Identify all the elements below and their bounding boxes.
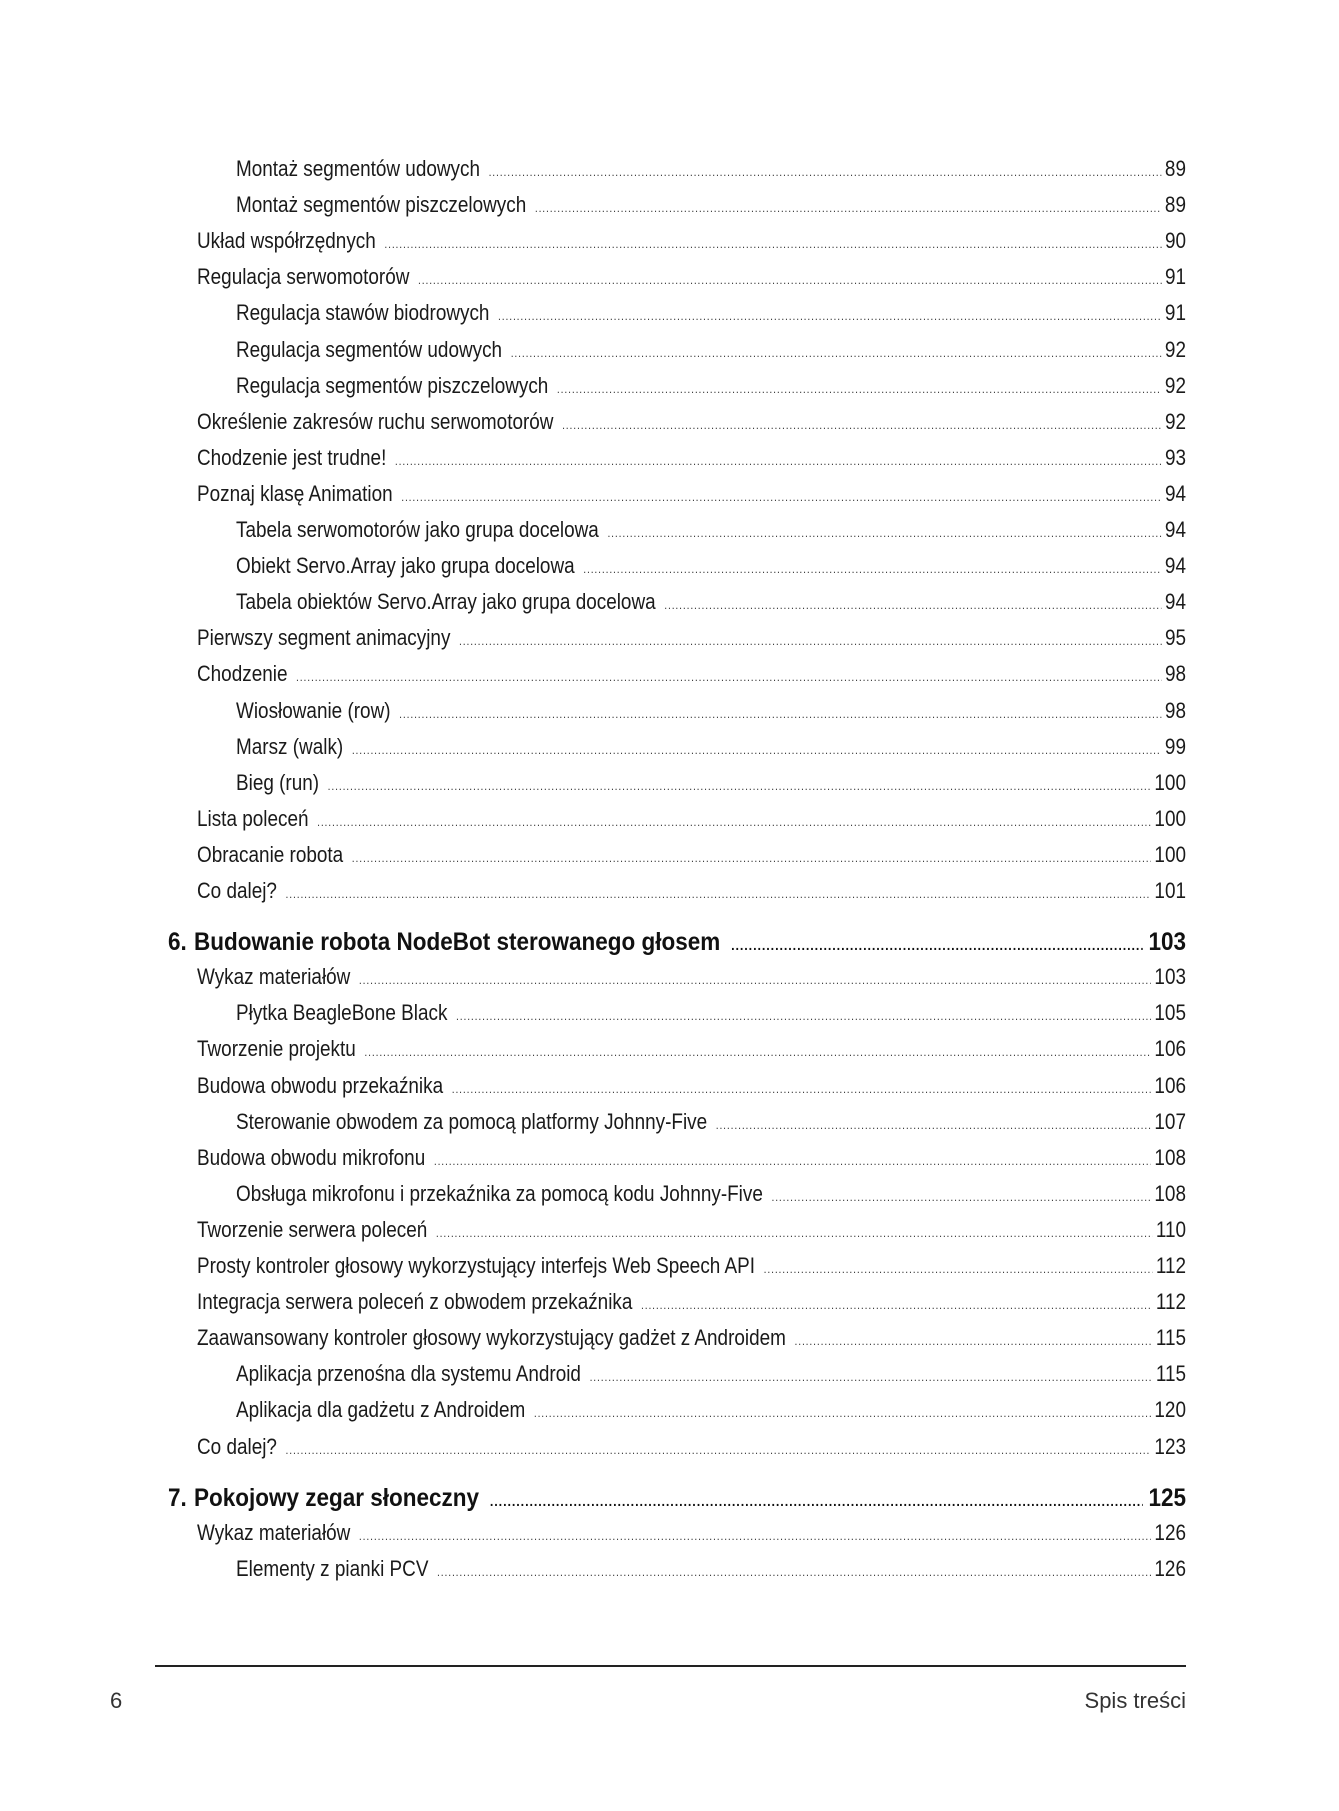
toc-page-number: 107 [1154,1108,1186,1134]
toc-entry-title: Wykaz materiałów [197,964,351,990]
toc-dot-leader [607,526,1161,540]
toc-dot-leader [286,1443,1151,1457]
toc-section-entry[interactable] [197,878,1186,904]
toc-subsection-entry[interactable] [236,373,1186,399]
toc-subsection-entry[interactable] [236,1000,1186,1026]
toc-page-number: 89 [1164,192,1186,218]
toc-page-number: 123 [1154,1433,1186,1459]
toc-entry-title: Obiekt Servo.Array jako grupa docelowa [236,553,575,579]
toc-dot-leader [794,1334,1152,1348]
toc-entry-title: Chodzenie [197,661,288,687]
toc-section-entry[interactable] [197,1325,1186,1351]
toc-entry-title: Poznaj klasę Animation [197,480,393,506]
toc-dot-leader [399,707,1161,721]
toc-subsection-entry[interactable] [236,1556,1186,1582]
toc-dot-leader [359,973,1151,987]
toc-entry-title: Pokojowy zegar słoneczny [193,1483,480,1512]
toc-entry-title: Co dalej? [197,1433,277,1459]
toc-page-number: 92 [1164,372,1186,398]
toc-dot-leader [395,454,1162,468]
toc-page-number: 115 [1155,1361,1186,1387]
toc-page-number: 100 [1154,769,1186,795]
toc-dot-leader [731,937,1143,953]
toc-dot-leader [562,418,1161,432]
toc-entry-title: Regulacja segmentów piszczelowych [236,372,549,398]
toc-page-number: 103 [1148,928,1186,957]
toc-page-number: 91 [1164,264,1186,290]
toc-dot-leader [771,1190,1151,1204]
toc-subsection-entry[interactable] [236,698,1186,724]
toc-entry-title: Aplikacja dla gadżetu z Androidem [236,1397,526,1423]
toc-section-entry[interactable] [197,409,1186,435]
toc-chapter-number: 6. [168,928,187,957]
toc-dot-leader [590,1370,1153,1384]
toc-dot-leader [437,1565,1151,1579]
toc-section-entry[interactable] [197,1145,1186,1171]
toc-dot-leader [557,382,1162,396]
toc-entry-title: Sterowanie obwodem za pomocą platformy Johnny-Five [236,1108,708,1134]
toc-page-number: 99 [1164,733,1186,759]
toc-entry-title: Tworzenie projektu [197,1036,356,1062]
toc-page-number: 90 [1164,228,1186,254]
toc-entry-title: Bieg (run) [236,769,320,795]
toc-entry-title: Budowa obwodu przekaźnika [197,1072,444,1098]
toc-dot-leader [641,1298,1152,1312]
toc-entry-title: Wiosłowanie (row) [236,697,391,723]
toc-page-number: 92 [1164,408,1186,434]
toc-dot-leader [436,1226,1152,1240]
toc-section-entry[interactable] [197,445,1186,471]
toc-chapter-entry[interactable] [168,928,1186,957]
toc-page-number: 126 [1154,1519,1186,1545]
toc-dot-leader [459,634,1161,648]
toc-entry-title: Integracja serwera poleceń z obwodem przekaźnika [197,1289,633,1315]
toc-section-entry[interactable] [197,1520,1186,1546]
toc-entry-title: Obracanie robota [197,841,344,867]
toc-page-number: 100 [1154,841,1186,867]
toc-dot-leader [352,743,1162,757]
toc-dot-leader [286,887,1151,901]
toc-page-number: 112 [1155,1289,1186,1315]
toc-entry-title: Tabela serwomotorów jako grupa docelowa [236,517,599,542]
toc-page-number: 91 [1164,300,1186,326]
toc-dot-leader [452,1082,1151,1096]
toc-dot-leader [359,1529,1151,1543]
toc-section-entry[interactable] [197,1217,1186,1243]
toc-entry-title: Zaawansowany kontroler głosowy wykorzystujący gadżet z Androidem [197,1325,786,1351]
toc-page-number: 108 [1154,1144,1186,1170]
toc-entry-title: Aplikacja przenośna dla systemu Android [236,1361,581,1387]
toc-page-number: 125 [1148,1483,1186,1512]
footer-section-title: Spis treści [1084,1688,1186,1713]
toc-chapter-number: 7. [168,1483,187,1512]
toc-page-number: 94 [1164,589,1186,615]
toc-entry-title: Pierwszy segment animacyjny [197,625,451,651]
toc-page-number: 112 [1155,1253,1186,1278]
toc-entry-title: Budowanie robota NodeBot sterowanego głosem [193,928,721,957]
toc-dot-leader [364,1045,1151,1059]
toc-page-number: 98 [1164,697,1186,723]
toc-dot-leader [583,562,1161,576]
toc-subsection-entry[interactable] [236,734,1186,760]
toc-entry-title: Płytka BeagleBone Black [236,1000,448,1026]
toc-page-number: 89 [1164,156,1186,181]
toc-subsection-entry[interactable] [236,300,1186,326]
toc-section-entry[interactable] [197,1073,1186,1099]
toc-entry-title: Elementy z pianki PCV [236,1555,429,1581]
toc-entry-title: Określenie zakresów ruchu serwomotorów [197,408,554,434]
toc-subsection-entry[interactable] [236,770,1186,796]
toc-page-number: 92 [1164,336,1186,362]
toc-dot-leader [456,1009,1151,1023]
toc-page-number: 93 [1164,444,1186,470]
toc-page-number: 103 [1154,964,1186,990]
toc-entry-title: Co dalej? [197,878,277,903]
toc-section-entry[interactable] [197,806,1186,832]
footer-divider [155,1665,1186,1667]
toc-subsection-entry[interactable] [236,1109,1186,1135]
toc-entry-title: Lista poleceń [197,805,309,831]
footer-page-number: 6 [110,1688,123,1713]
toc-section-entry[interactable] [197,625,1186,651]
toc-page-number: 106 [1154,1072,1186,1098]
toc-entry-title: Układ współrzędnych [197,228,376,254]
toc-page-number: 115 [1155,1325,1186,1351]
toc-subsection-entry[interactable] [236,156,1186,182]
toc-section-entry[interactable] [197,1289,1186,1315]
toc-dot-leader [418,273,1161,287]
toc-dot-leader [352,851,1151,865]
toc-page-number: 110 [1155,1216,1186,1242]
toc-entry-title: Montaż segmentów udowych [236,156,480,181]
toc-subsection-entry[interactable] [236,589,1186,615]
toc-section-entry[interactable] [197,264,1186,290]
toc-section-entry[interactable] [197,1036,1186,1062]
toc-page-number: 108 [1154,1180,1186,1206]
toc-entry-title: Obsługa mikrofonu i przekaźnika za pomocą kodu Johnny-Five [236,1180,763,1206]
toc-entry-title: Budowa obwodu mikrofonu [197,1144,426,1170]
toc-dot-leader [511,346,1162,360]
toc-dot-leader [534,1406,1151,1420]
toc-page-number: 120 [1154,1397,1186,1423]
toc-subsection-entry[interactable] [236,1361,1186,1387]
toc-dot-leader [434,1154,1151,1168]
toc-subsection-entry[interactable] [236,192,1186,218]
toc-section-entry[interactable] [197,1253,1186,1279]
toc-subsection-entry[interactable] [236,517,1186,543]
toc-entry-title: Montaż segmentów piszczelowych [236,192,527,218]
toc-entry-title: Wykaz materiałów [197,1519,351,1545]
toc-dot-leader [764,1262,1153,1276]
toc-section-entry[interactable] [197,661,1186,687]
toc-entry-title: Tworzenie serwera poleceń [197,1216,428,1242]
toc-section-entry[interactable] [197,842,1186,868]
toc-page-number: 106 [1154,1036,1186,1062]
toc-dot-leader [490,1493,1143,1509]
toc-page-number: 105 [1154,1000,1186,1026]
toc-page-number: 100 [1154,805,1186,831]
toc-dot-leader [489,165,1162,179]
toc-entry-title: Prosty kontroler głosowy wykorzystujący interfejs Web Speech API [197,1253,756,1278]
toc-page-number: 126 [1154,1555,1186,1581]
toc-entry-title: Chodzenie jest trudne! [197,444,387,470]
toc-section-entry[interactable] [197,481,1186,507]
toc-section-entry[interactable] [197,1434,1186,1460]
toc-chapter-entry[interactable] [168,1484,1186,1513]
toc-page-number: 98 [1164,661,1186,687]
toc-page-number: 94 [1164,553,1186,579]
toc-page-number: 94 [1164,480,1186,506]
toc-subsection-entry[interactable] [236,337,1186,363]
toc-entry-title: Regulacja stawów biodrowych [236,300,490,326]
toc-dot-leader [328,779,1151,793]
toc-entry-title: Regulacja serwomotorów [197,264,410,290]
toc-entry-title: Regulacja segmentów udowych [236,336,503,362]
toc-page-number: 94 [1164,517,1186,542]
toc-entry-title: Tabela obiektów Servo.Array jako grupa docelowa [236,589,656,615]
toc-subsection-entry[interactable] [236,1181,1186,1207]
toc-subsection-entry[interactable] [236,1397,1186,1423]
toc-subsection-entry[interactable] [236,553,1186,579]
toc-page-number: 95 [1164,625,1186,651]
toc-section-entry[interactable] [197,228,1186,254]
toc-section-entry[interactable] [197,964,1186,990]
toc-dot-leader [535,201,1162,215]
toc-dot-leader [317,815,1151,829]
toc-entry-title: Marsz (walk) [236,733,344,759]
toc-dot-leader [296,670,1161,684]
toc-dot-leader [401,490,1161,504]
toc-dot-leader [716,1118,1151,1132]
toc-page-number: 101 [1154,878,1186,903]
toc-dot-leader [384,237,1161,251]
toc-dot-leader [664,598,1161,612]
toc-dot-leader [498,309,1161,323]
